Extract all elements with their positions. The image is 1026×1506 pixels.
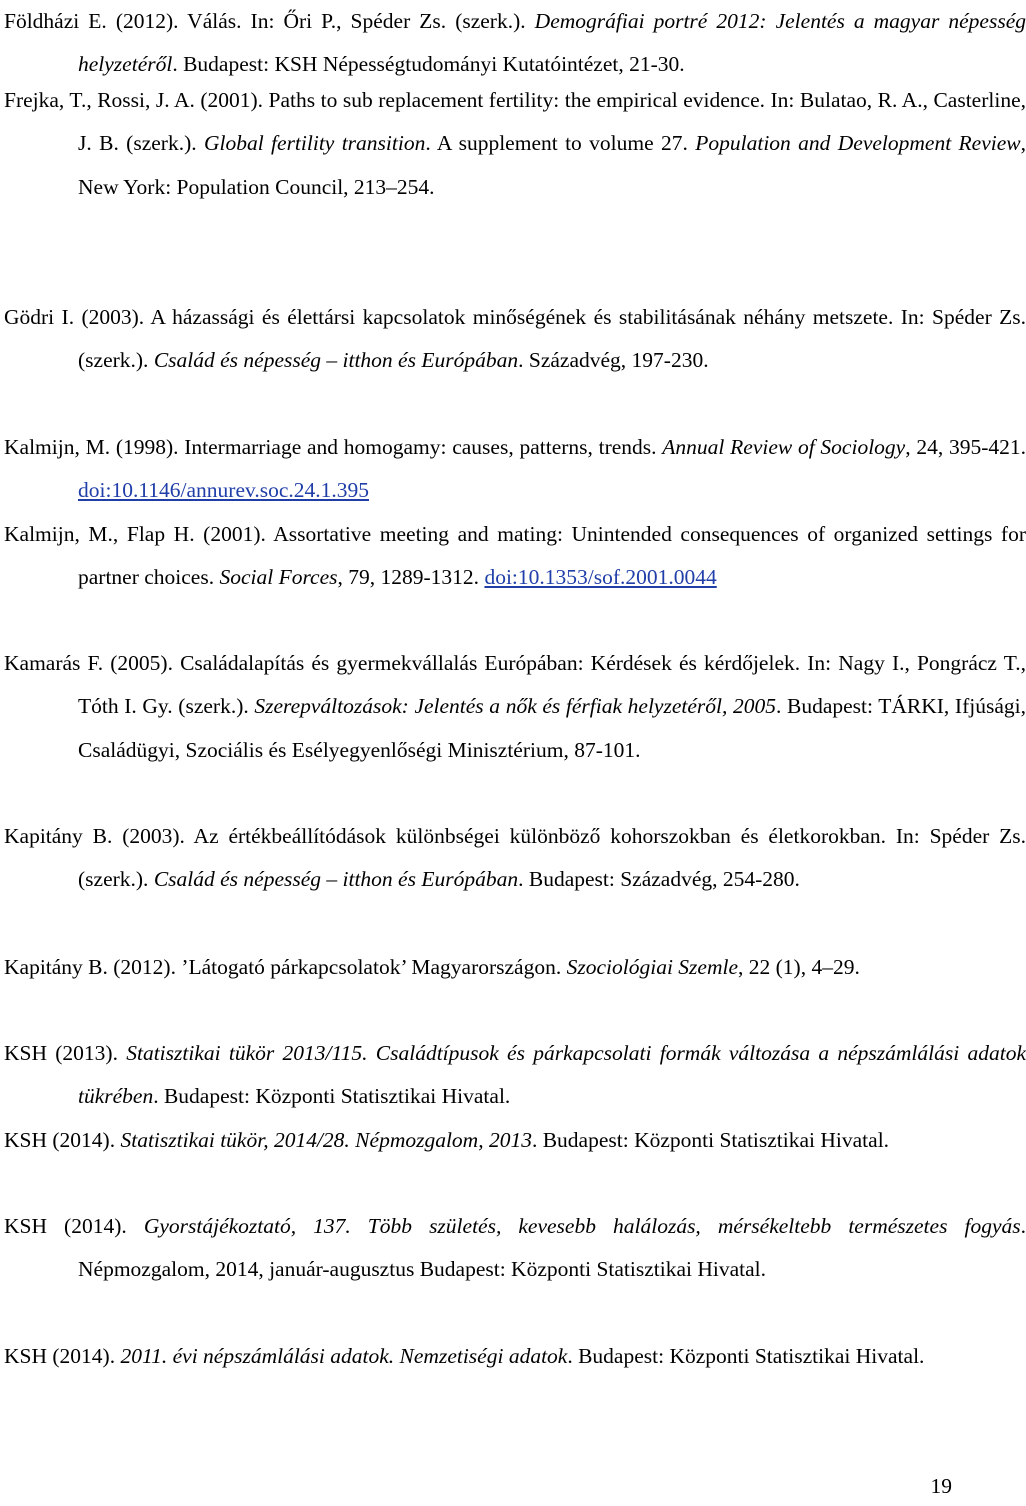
reference-text: . Budapest: Központi Statisztikai Hivatal. bbox=[153, 1084, 511, 1109]
doi-link[interactable]: doi:10.1353/sof.2001.0044 bbox=[484, 565, 717, 590]
reference-title: Család és népesség – itthon és Európában bbox=[153, 867, 519, 892]
reference-title: Social Forces bbox=[219, 565, 338, 590]
reference-text: KSH (2014). bbox=[4, 1214, 144, 1238]
reference-text: . Népmozgalom, 2014, január-augusztus Budapest: Központi Statisztikai Hivatal. bbox=[78, 1214, 1026, 1282]
reference-text: Gödri I. (2003). A házassági és élettársi kapcsolatok minőségének és stabilitásának néhány metszete. In: Spéder Zs. (szerk.). bbox=[4, 305, 1026, 373]
reference-title: Szerepváltozások: Jelentés a nők és férfiak helyzetéről, 2005 bbox=[254, 694, 776, 719]
reference-text: Kalmijn, M., Flap H. (2001). Assortative meeting and mating: Unintended consequences of organized settings for partner choices. bbox=[4, 522, 1026, 590]
reference-foldhazi bbox=[4, 0, 1026, 87]
reference-ksh-2013 bbox=[4, 1032, 1026, 1119]
reference-text: . A supplement to volume 27. bbox=[425, 131, 696, 156]
reference-text: , 24, 395-421. bbox=[905, 435, 1026, 459]
reference-kapitany-2012 bbox=[4, 946, 1026, 989]
doi-link[interactable]: doi:10.1146/annurev.soc.24.1.395 bbox=[78, 478, 370, 503]
reference-text: . Budapest: KSH Népességtudományi Kutatóintézet, 21-30. bbox=[172, 52, 685, 77]
reference-text: , 79, 1289-1312. bbox=[337, 565, 485, 590]
reference-text: Kamarás F. (2005). Családalapítás és gyermekvállalás Európában: Kérdések és kérdőjelek. In: Nagy I., Pongrácz T., Tóth I. Gy. (szerk.). bbox=[4, 651, 1026, 719]
reference-text: Kalmijn, M. (1998). Intermarriage and homogamy: causes, patterns, trends. bbox=[4, 435, 663, 459]
reference-title: Szociológiai Szemle bbox=[566, 955, 738, 979]
reference-text: KSH (2013). bbox=[4, 1041, 127, 1065]
page-number: 19 bbox=[930, 1474, 952, 1498]
reference-title: Population and Development Review bbox=[695, 131, 1021, 156]
reference-title: 2011. évi népszámlálási adatok. Nemzetiségi adatok bbox=[120, 1344, 568, 1368]
reference-text: KSH (2014). bbox=[4, 1128, 121, 1152]
reference-title: Statisztikai tükör, 2014/28. Népmozgalom, 2013 bbox=[120, 1128, 532, 1152]
reference-title: Annual Review of Sociology bbox=[662, 435, 906, 459]
reference-kalmijn-2001 bbox=[4, 513, 1026, 600]
reference-text: Frejka, T., Rossi, J. A. (2001). Paths to sub replacement fertility: the empirical evidence. In: Bulatao, R. A., Casterline, J. B. (szerk.). bbox=[4, 88, 1026, 156]
reference-title: Global fertility transition bbox=[203, 131, 426, 156]
reference-text: , New York: Population Council, 213–254. bbox=[78, 131, 1026, 199]
reference-kalmijn-1998 bbox=[4, 426, 1026, 513]
reference-text: , 22 (1), 4–29. bbox=[738, 955, 860, 979]
reference-kapitany-2003 bbox=[4, 815, 1026, 902]
reference-ksh-2014-c bbox=[4, 1335, 1026, 1378]
reference-ksh-2014-b bbox=[4, 1205, 1026, 1292]
reference-text: KSH (2014). bbox=[4, 1344, 121, 1368]
reference-ksh-2014-a bbox=[4, 1119, 1026, 1162]
reference-frejka bbox=[4, 79, 1026, 209]
reference-title: Demográfiai portré 2012: Jelentés a magyar népesség helyzetéről bbox=[78, 9, 1026, 77]
reference-text: . Századvég, 197-230. bbox=[518, 348, 709, 373]
reference-text: . Budapest: Századvég, 254-280. bbox=[518, 867, 800, 892]
reference-text: Kapitány B. (2003). Az értékbeállítódások különbségei különböző kohorszokban és életkorokban. In: Spéder Zs. (szerk.). bbox=[4, 824, 1026, 892]
reference-kamaras bbox=[4, 642, 1026, 772]
reference-godri bbox=[4, 296, 1026, 383]
reference-text: . Budapest: TÁRKI, Ifjúsági, Családügyi, Szociális és Esélyegyenlőségi Minisztérium, 87-101. bbox=[78, 694, 1026, 762]
reference-text: Földházi E. (2012). Válás. In: Őri P., Spéder Zs. (szerk.). bbox=[4, 9, 535, 33]
reference-title: Gyorstájékoztató, 137. Több születés, kevesebb halálozás, mérsékeltebb természetes fogyás bbox=[143, 1214, 1021, 1238]
reference-title: Statisztikai tükör 2013/115. Családtípusok és párkapcsolati formák változása a népszámlálási adatok tükrében bbox=[78, 1041, 1026, 1109]
reference-text: Kapitány B. (2012). ’Látogató párkapcsolatok’ Magyarországon. bbox=[4, 955, 567, 979]
reference-text: . Budapest: Központi Statisztikai Hivatal. bbox=[531, 1128, 890, 1152]
reference-text: . Budapest: Központi Statisztikai Hivatal. bbox=[567, 1344, 925, 1368]
reference-title: Család és népesség – itthon és Európában bbox=[153, 348, 519, 373]
